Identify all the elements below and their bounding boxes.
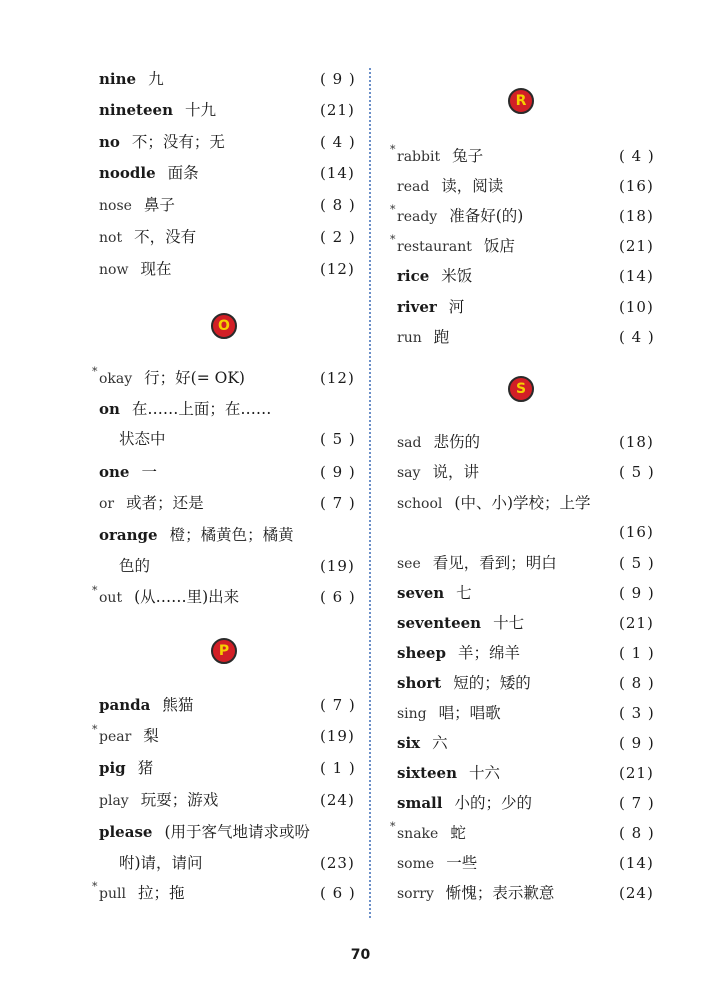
lesson-number: (12) — [320, 260, 355, 278]
entry-meaning: 惭愧；表示歉意 — [445, 884, 555, 902]
dictionary-entry — [397, 701, 501, 725]
lesson-number: ( 9 ) — [320, 463, 356, 481]
lesson-number: (21) — [619, 237, 654, 255]
dictionary-entry — [99, 225, 196, 249]
lesson-number: (23) — [320, 854, 355, 872]
entry-meaning: 色的 — [119, 557, 151, 575]
dictionary-entry — [397, 460, 479, 484]
dictionary-entry — [397, 264, 472, 288]
entry-word: please — [99, 823, 153, 841]
entry-meaning: 梨 — [143, 727, 159, 745]
lesson-number: (16) — [619, 177, 654, 195]
entry-meaning: 熊猫 — [162, 696, 194, 714]
entry-word: see — [397, 556, 421, 572]
dictionary-entry — [397, 491, 591, 515]
dictionary-entry — [99, 756, 153, 780]
entry-meaning: 说，讲 — [432, 463, 479, 481]
entry-meaning: 面条 — [167, 164, 199, 182]
entry-word: sad — [397, 435, 422, 451]
entry-word: seventeen — [397, 614, 482, 632]
entry-word: on — [99, 400, 120, 418]
dictionary-entry — [397, 881, 554, 905]
entry-word: one — [99, 463, 130, 481]
dictionary-entry — [99, 491, 204, 515]
dictionary-entry — [397, 234, 515, 258]
entry-meaning: 米饭 — [441, 267, 473, 285]
lesson-number: ( 1 ) — [619, 644, 655, 662]
entry-word: or — [99, 496, 115, 512]
dictionary-entry — [397, 761, 500, 785]
entry-word: run — [397, 330, 422, 346]
section-letter-o-badge: O — [211, 313, 237, 339]
entry-word: rice — [397, 267, 430, 285]
column-divider — [369, 68, 371, 918]
dictionary-entry — [397, 325, 449, 349]
dictionary-entry — [99, 693, 193, 717]
entry-word: now — [99, 262, 129, 278]
dictionary-entry — [397, 204, 523, 228]
entry-meaning: 短的；矮的 — [453, 674, 531, 692]
entry-meaning: 行；好(= OK) — [144, 369, 245, 387]
entry-word: nose — [99, 198, 132, 214]
lesson-number: ( 4 ) — [320, 133, 356, 151]
entry-word: say — [397, 465, 421, 481]
section-letter-r-badge: R — [508, 88, 534, 114]
lesson-number: (21) — [619, 764, 654, 782]
entry-word: play — [99, 793, 129, 809]
entry-meaning: 唱；唱歌 — [438, 704, 501, 722]
entry-word: * pear — [99, 725, 131, 749]
lesson-number: ( 1 ) — [320, 759, 356, 777]
dictionary-entry — [99, 881, 184, 905]
entry-word: read — [397, 179, 430, 195]
entry-meaning: 羊；绵羊 — [457, 644, 520, 662]
lesson-number: ( 4 ) — [619, 147, 655, 165]
lesson-number: (21) — [320, 101, 355, 119]
entry-word: * snake — [397, 822, 438, 846]
lesson-number: ( 4 ) — [619, 328, 655, 346]
entry-word: pig — [99, 759, 126, 777]
entry-meaning: 猪 — [137, 759, 154, 777]
entry-meaning: 七 — [456, 584, 472, 602]
lesson-number: (12) — [320, 369, 355, 387]
entry-word: not — [99, 230, 123, 246]
entry-word: * rabbit — [397, 145, 440, 169]
entry-meaning: 看见，看到；明白 — [432, 554, 557, 572]
dictionary-entry — [397, 821, 466, 845]
entry-word: sing — [397, 706, 427, 722]
lesson-number: (10) — [619, 298, 654, 316]
entry-meaning: 读，阅读 — [441, 177, 504, 195]
dictionary-entry — [99, 130, 225, 154]
dictionary-entry — [99, 366, 245, 390]
lesson-number: ( 8 ) — [320, 196, 356, 214]
lesson-number: ( 6 ) — [320, 588, 356, 606]
dictionary-entry — [397, 295, 464, 319]
entry-meaning: 小的；少的 — [454, 794, 532, 812]
lesson-number: ( 7 ) — [320, 494, 356, 512]
lesson-number: (14) — [619, 267, 654, 285]
entry-meaning: (用于客气地请求或吩 — [164, 823, 310, 841]
lesson-number: ( 8 ) — [619, 674, 655, 692]
entry-meaning: 十七 — [493, 614, 525, 632]
dictionary-entry — [397, 174, 503, 198]
lesson-number: (14) — [619, 854, 654, 872]
entry-meaning: 跑 — [433, 328, 450, 346]
lesson-number: (14) — [320, 164, 355, 182]
entry-continuation — [119, 851, 203, 875]
entry-meaning: (从……里)出来 — [134, 588, 240, 606]
lesson-number: ( 5 ) — [320, 430, 356, 448]
dictionary-entry — [99, 67, 164, 91]
dictionary-entry — [99, 523, 294, 547]
section-letter-s-badge: S — [508, 376, 534, 402]
dictionary-entry — [99, 820, 310, 844]
entry-meaning: 或者；还是 — [126, 494, 204, 512]
dictionary-entry — [397, 671, 531, 695]
lesson-number: ( 7 ) — [320, 696, 356, 714]
entry-word: sorry — [397, 886, 434, 902]
entry-word: orange — [99, 526, 158, 544]
dictionary-entry — [397, 611, 524, 635]
dictionary-entry — [99, 98, 216, 122]
lesson-number: (24) — [619, 884, 654, 902]
dictionary-entry — [99, 724, 159, 748]
lesson-number: (18) — [619, 207, 654, 225]
section-letter-p-badge: P — [211, 638, 237, 664]
dictionary-entry — [397, 731, 448, 755]
entry-meaning: 蛇 — [450, 824, 466, 842]
dictionary-entry — [99, 788, 218, 812]
entry-meaning: (中、小)学校；上学 — [454, 494, 591, 512]
entry-meaning: 一 — [141, 463, 157, 481]
entry-meaning: 鼻子 — [143, 196, 175, 214]
entry-word: nineteen — [99, 101, 173, 119]
entry-word: * restaurant — [397, 235, 472, 259]
entry-meaning: 不；没有；无 — [131, 133, 225, 151]
lesson-number: ( 5 ) — [619, 463, 655, 481]
dictionary-entry — [99, 397, 271, 421]
dictionary-entry — [397, 851, 477, 875]
entry-meaning: 悲伤的 — [433, 433, 481, 451]
entry-word: some — [397, 856, 435, 872]
lesson-number: ( 9 ) — [320, 70, 356, 88]
entry-word: sixteen — [397, 764, 458, 782]
dictionary-entry — [99, 161, 199, 185]
entry-meaning: 橙；橘黄色；橘黄 — [169, 526, 294, 544]
entry-meaning: 一些 — [446, 854, 478, 872]
entry-word: nine — [99, 70, 137, 88]
entry-word: river — [397, 298, 437, 316]
entry-word: small — [397, 794, 443, 812]
entry-word: * ready — [397, 205, 437, 229]
entry-meaning: 九 — [148, 70, 164, 88]
dictionary-entry — [397, 430, 480, 454]
lesson-number: ( 7 ) — [619, 794, 655, 812]
entry-word: noodle — [99, 164, 156, 182]
entry-word: seven — [397, 584, 445, 602]
dictionary-entry — [397, 551, 557, 575]
lesson-number: ( 9 ) — [619, 584, 655, 602]
dictionary-entry — [99, 257, 171, 281]
lesson-number: ( 3 ) — [619, 704, 655, 722]
lesson-number: (21) — [619, 614, 654, 632]
page-number: 70 — [350, 947, 371, 963]
lesson-number: ( 8 ) — [619, 824, 655, 842]
entry-word: * okay — [99, 367, 132, 391]
entry-meaning: 状态中 — [119, 430, 166, 448]
lesson-number: (16) — [619, 523, 654, 541]
entry-meaning: 不，没有 — [134, 228, 197, 246]
lesson-number: ( 5 ) — [619, 554, 655, 572]
entry-meaning: 拉；拖 — [137, 884, 185, 902]
dictionary-entry — [99, 460, 157, 484]
entry-meaning: 在……上面；在…… — [131, 400, 272, 418]
entry-word: school — [397, 496, 443, 512]
entry-meaning: 十九 — [184, 101, 216, 119]
lesson-number: (19) — [320, 557, 355, 575]
dictionary-entry — [99, 585, 239, 609]
entry-continuation — [119, 554, 150, 578]
entry-meaning: 兔子 — [452, 147, 484, 165]
dictionary-entry — [99, 193, 175, 217]
lesson-number: (18) — [619, 433, 654, 451]
entry-meaning: 饭店 — [483, 237, 515, 255]
dictionary-entry — [397, 144, 483, 168]
entry-meaning: 六 — [432, 734, 448, 752]
entry-meaning: 河 — [448, 298, 465, 316]
entry-meaning: 咐)请，请问 — [119, 854, 203, 872]
lesson-number: ( 6 ) — [320, 884, 356, 902]
entry-word: six — [397, 734, 421, 752]
entry-word: panda — [99, 696, 151, 714]
dictionary-entry — [397, 791, 532, 815]
lesson-number: (19) — [320, 727, 355, 745]
entry-continuation — [119, 427, 166, 451]
dictionary-entry — [397, 641, 520, 665]
lesson-number: ( 9 ) — [619, 734, 655, 752]
entry-meaning: 准备好(的) — [449, 207, 524, 225]
entry-word: sheep — [397, 644, 446, 662]
lesson-number: ( 2 ) — [320, 228, 356, 246]
entry-meaning: 十六 — [469, 764, 501, 782]
lesson-number: (24) — [320, 791, 355, 809]
entry-word: no — [99, 133, 120, 151]
entry-word: * pull — [99, 882, 126, 906]
entry-word: short — [397, 674, 442, 692]
entry-word: * out — [99, 586, 122, 610]
dictionary-entry — [397, 581, 472, 605]
entry-meaning: 玩耍；游戏 — [140, 791, 219, 809]
entry-meaning: 现在 — [140, 260, 172, 278]
